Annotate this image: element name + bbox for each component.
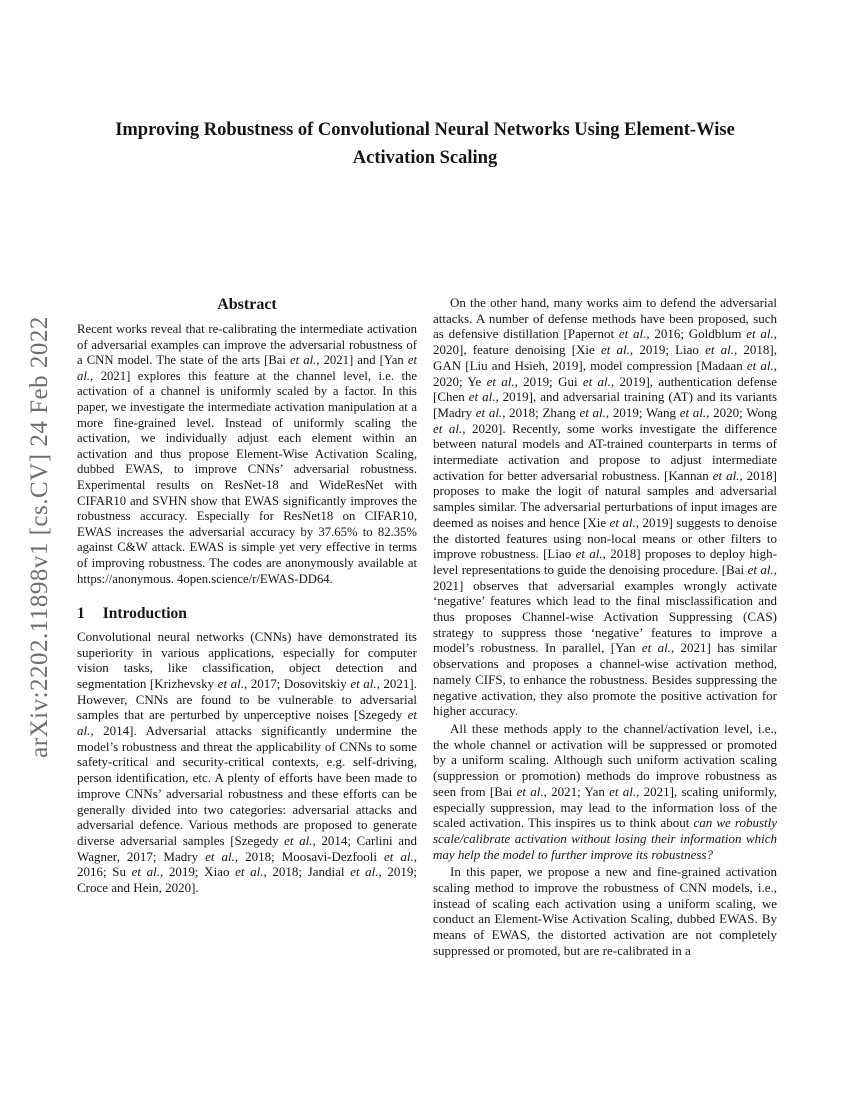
paper-title-line2: Activation Scaling	[352, 148, 498, 168]
section-heading-introduction	[77, 606, 417, 622]
body-paragraph: All these methods apply to the channel/activation level, i.e., the whole channel or activation will be suppressed or promoted by a uniform scaling. Although such uniform activation scaling (suppression or promotion) methods do improve robustness as seen from [Bai et al., 2021; Yan et al., 2021], scaling uniformly, especially suppression, may lead to the information loss of the scaled activation. This inspires us to think about can we robustly scale/calibrate activation without losing their information which may help the model to further improve its robustness?	[433, 720, 777, 862]
right-column	[433, 295, 777, 959]
paper-title	[0, 116, 850, 172]
section-title: Introduction	[102, 605, 187, 623]
section-number: 1	[77, 605, 85, 623]
abstract-heading: Abstract	[217, 296, 277, 313]
intro-paragraph: Convolutional neural networks (CNNs) have demonstrated its superiority in various applications, especially for computer vision tasks, like classification, object detection and segmentation [Krizhevsky et al., 2017; Dosovitskiy et al., 2021]. However, CNNs are found to be vulnerable to adversarial samples that are perturbed by unperceptive noises [Szegedy et al., 2014]. Adversarial attacks significantly undermine the model’s robustness and threat the applicability of CNNs to some safety-critical and security-critical contexts, e.g. self-driving, person identification, etc. A plenty of efforts have been made to improve CNNs’ adversarial robustness and these efforts can be generally divided into two categories: adversarial attacks and adversarial defence. Various methods are proposed to generate diverse adversarial samples [Szegedy et al., 2014; Carlini and Wagner, 2017; Madry et al., 2018; Moosavi-Dezfooli et al., 2016; Su et al., 2019; Xiao et al., 2018; Jandial et al., 2019; Croce and Hein, 2020].	[77, 628, 418, 896]
abstract-text: Recent works reveal that re-calibrating the intermediate activation of adversarial examples can improve the adversarial robustness of a CNN model. The state of the arts [Bai et al., 2021] and [Yan et al., 2021] explores this feature at the channel level, i.e. the activation of a channel is uniformly scaled by a factor. In this paper, we investigate the intermediate activation manipulation at a more fine-grained level. Instead of uniformly scaling the activation, we individually adjust each element within an activation and thus propose Element-Wise Activation Scaling, dubbed EWAS, to improve CNNs’ adversarial robustness. Experimental results on ResNet-18 and WideResNet with CIFAR10 and SVHN show that EWAS significantly improves the robustness accuracy. Especially for ResNet18 on CIFAR10, EWAS increases the adversarial accuracy by 37.65% to 82.35% against C&W attack. EWAS is simple yet very effective in terms of improving robustness. The codes are anonymously available at https://anonymous. 4open.science/r/EWAS-DD64.	[77, 322, 417, 586]
left-column	[77, 295, 417, 896]
body-paragraph: On the other hand, many works aim to defend the adversarial attacks. A number of defense methods have been proposed, such as defensive distillation [Papernot et al., 2016; Goldblum et al., 2020], feature denoising [Xie et al., 2019; Liao et al., 2018], GAN [Liu and Hsieh, 2019], model compression [Madaan et al., 2020; Ye et al., 2019; Gui et al., 2019], authentication defense [Chen et al., 2019], and adversarial training (AT) and its variants [Madry et al., 2018; Zhang et al., 2019; Wang et al., 2020; Wong et al., 2020]. Recently, some works investigate the difference between natural models and AT-trained counterparts in terms of intermediate activation and propose to adjust intermediate activation for better adversarial robustness. [Kannan et al., 2018] proposes to make the logit of natural samples and adversarial samples similar. The adversarial perturbations of input images are deemed as noises and hence [Xie et al., 2019] suggests to denoise the distorted features using non-local means or other filters to improve robustness. [Liao et al., 2018] proposes to deploy high-level representations to guide the denoising procedure. [Bai et al., 2021] observes that adversarial examples wrongly activate ‘negative’ features which lead to the final misclassification and thus proposes Channel-wise Activation Suppressing (CAS) strategy to suppress those ‘negative’ features to improve a model’s robustness. In parallel, [Yan et al., 2021] has similar observations and proposes a channel-wise activation method, namely CIFS, to enhance the robustness. Besides suppressing the negative activation, they also promote the positive activation for higher accuracy.	[433, 295, 778, 719]
arxiv-watermark: arXiv:2202.11898v1 [cs.CV] 24 Feb 2022	[26, 316, 53, 758]
paper-title-line1: Improving Robustness of Convolutional Neural Networks Using Element-Wise	[115, 120, 735, 140]
body-paragraph: In this paper, we propose a new and fine-grained activation scaling method to improve the robustness of CNN models, i.e., instead of scaling each activation using a uniform scaling, we conduct an Element-Wise Activation Scaling, dubbed EWAS. By means of EWAS, the distorted activation are not completely suppressed or promoted, but are re-calibrated in a	[433, 864, 777, 958]
